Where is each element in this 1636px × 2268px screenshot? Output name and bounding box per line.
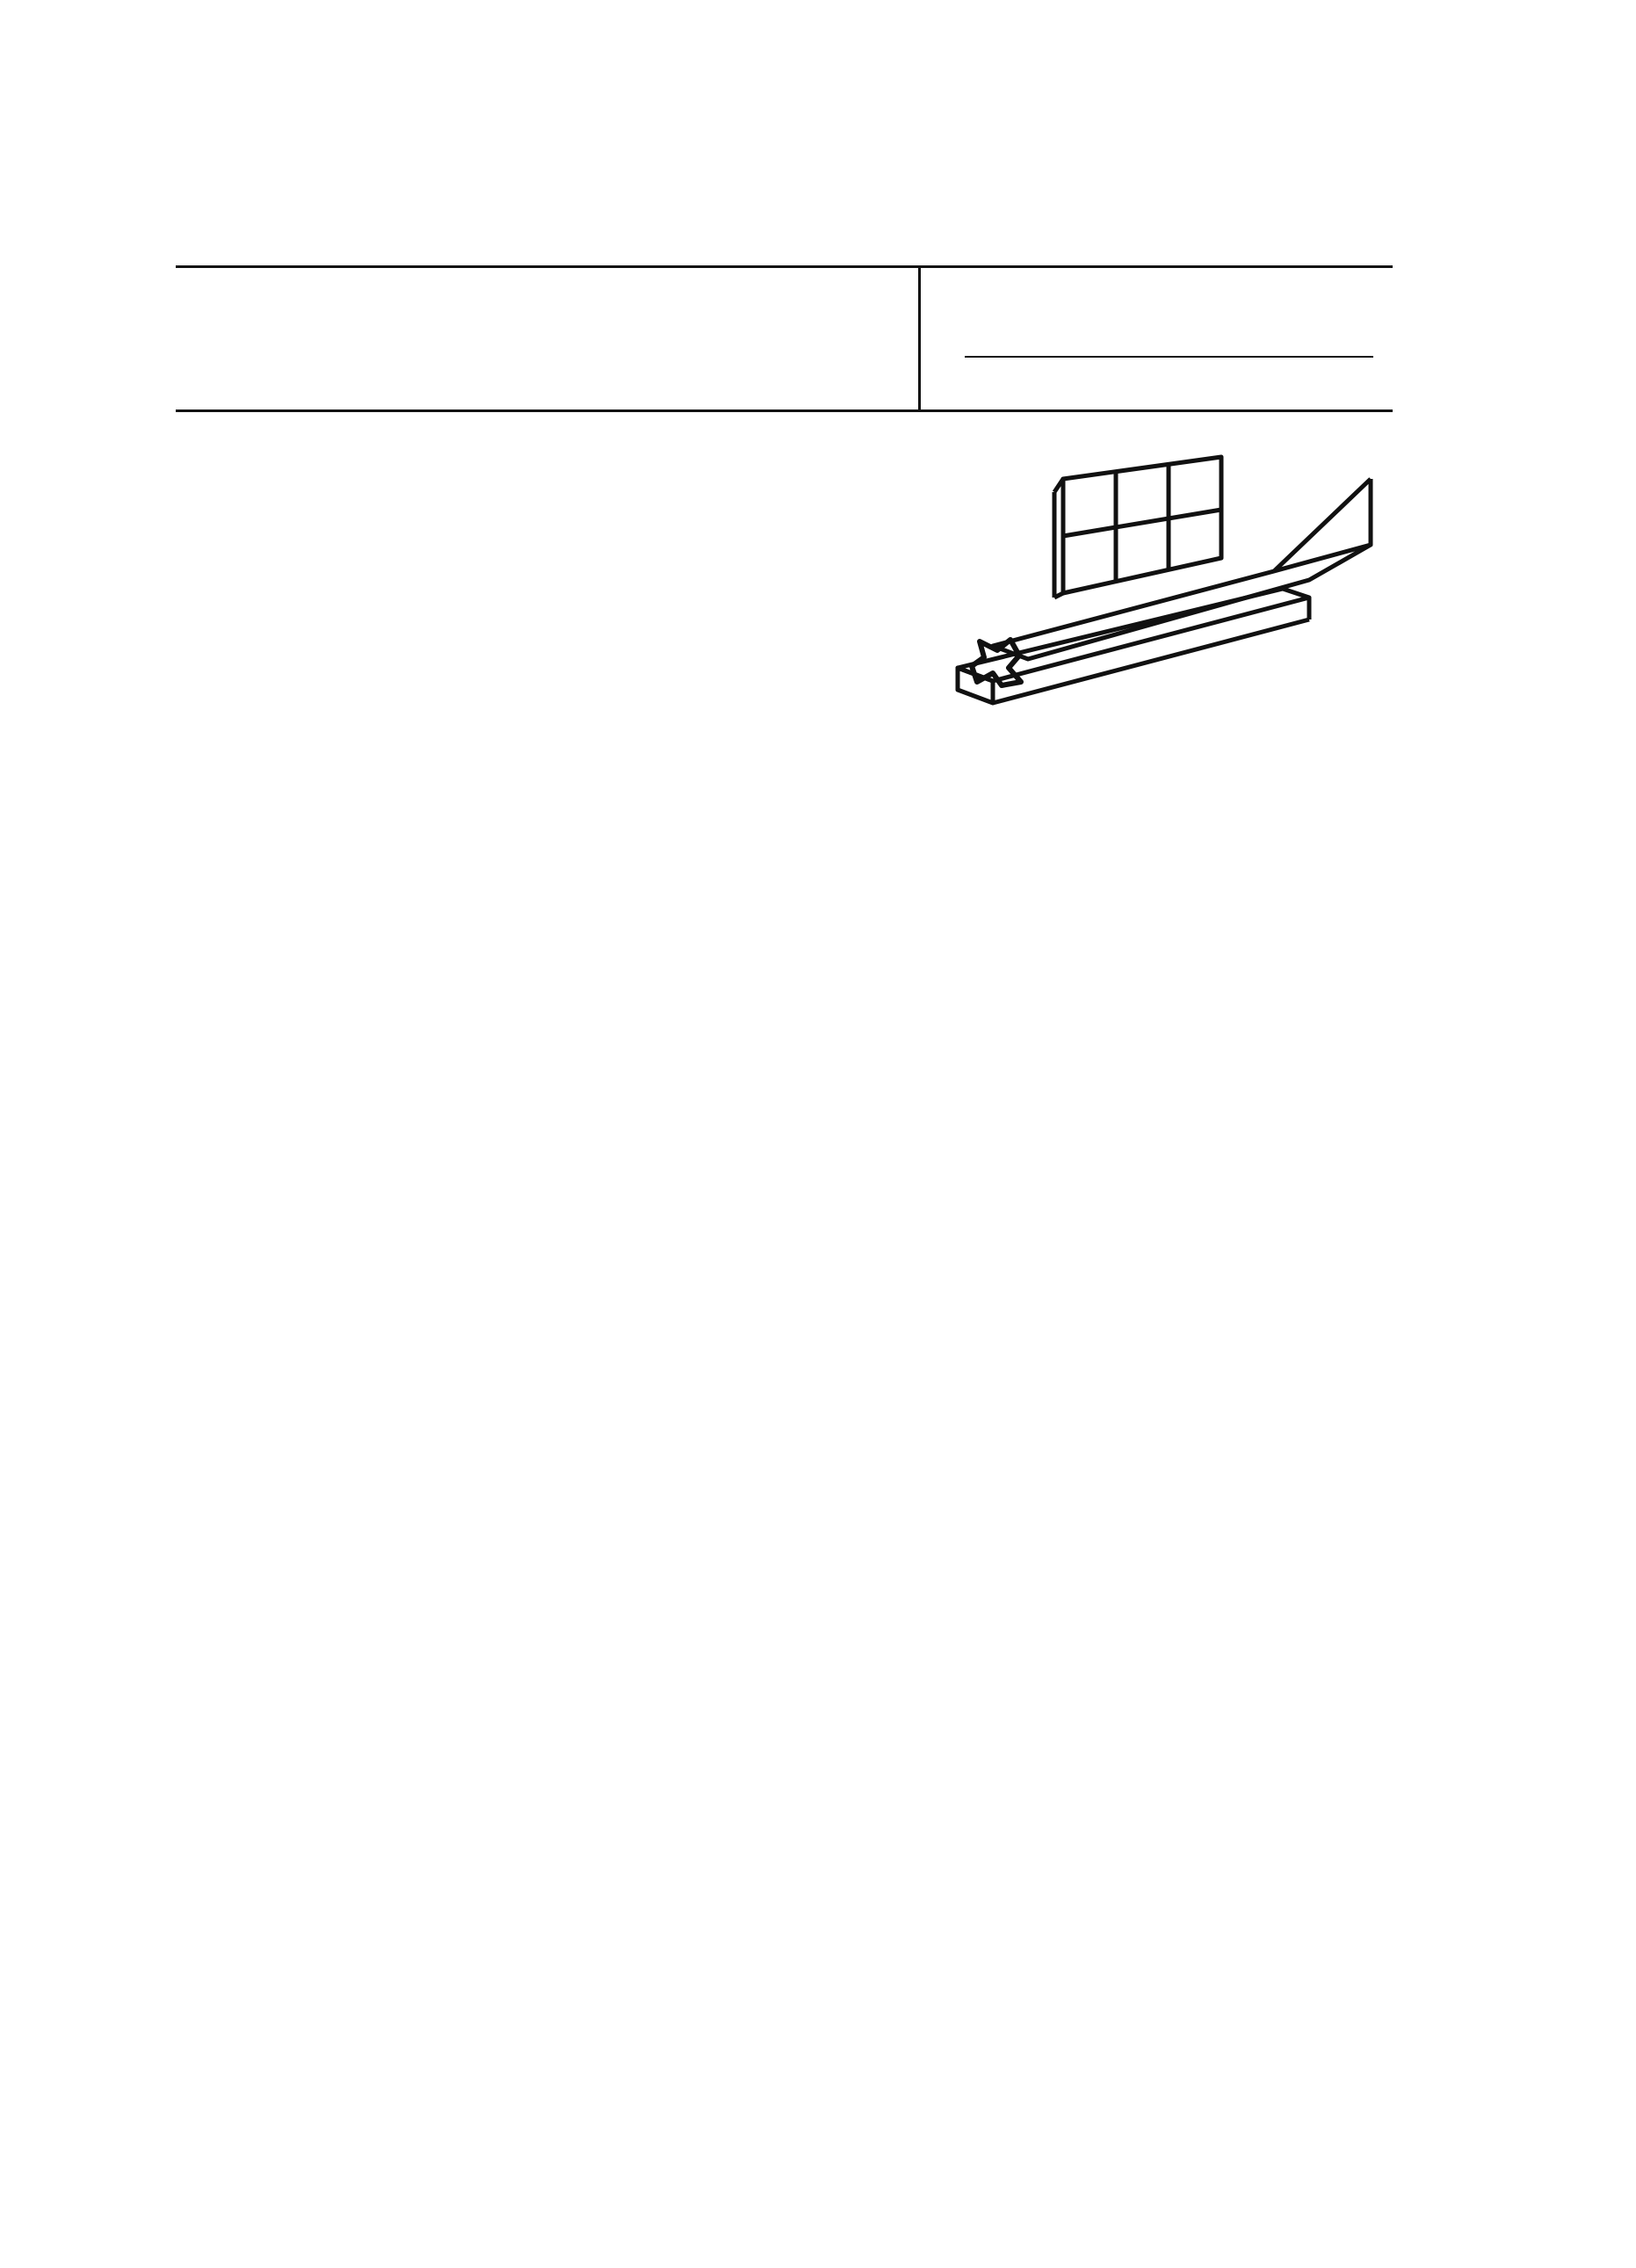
card-divider <box>965 356 1373 358</box>
header-divider <box>918 268 921 409</box>
sheet-blank <box>993 545 1371 659</box>
position-header <box>171 879 224 949</box>
press-illustration <box>940 439 1379 712</box>
top-rule <box>176 265 1393 268</box>
header-bottom-rule <box>176 409 1393 412</box>
